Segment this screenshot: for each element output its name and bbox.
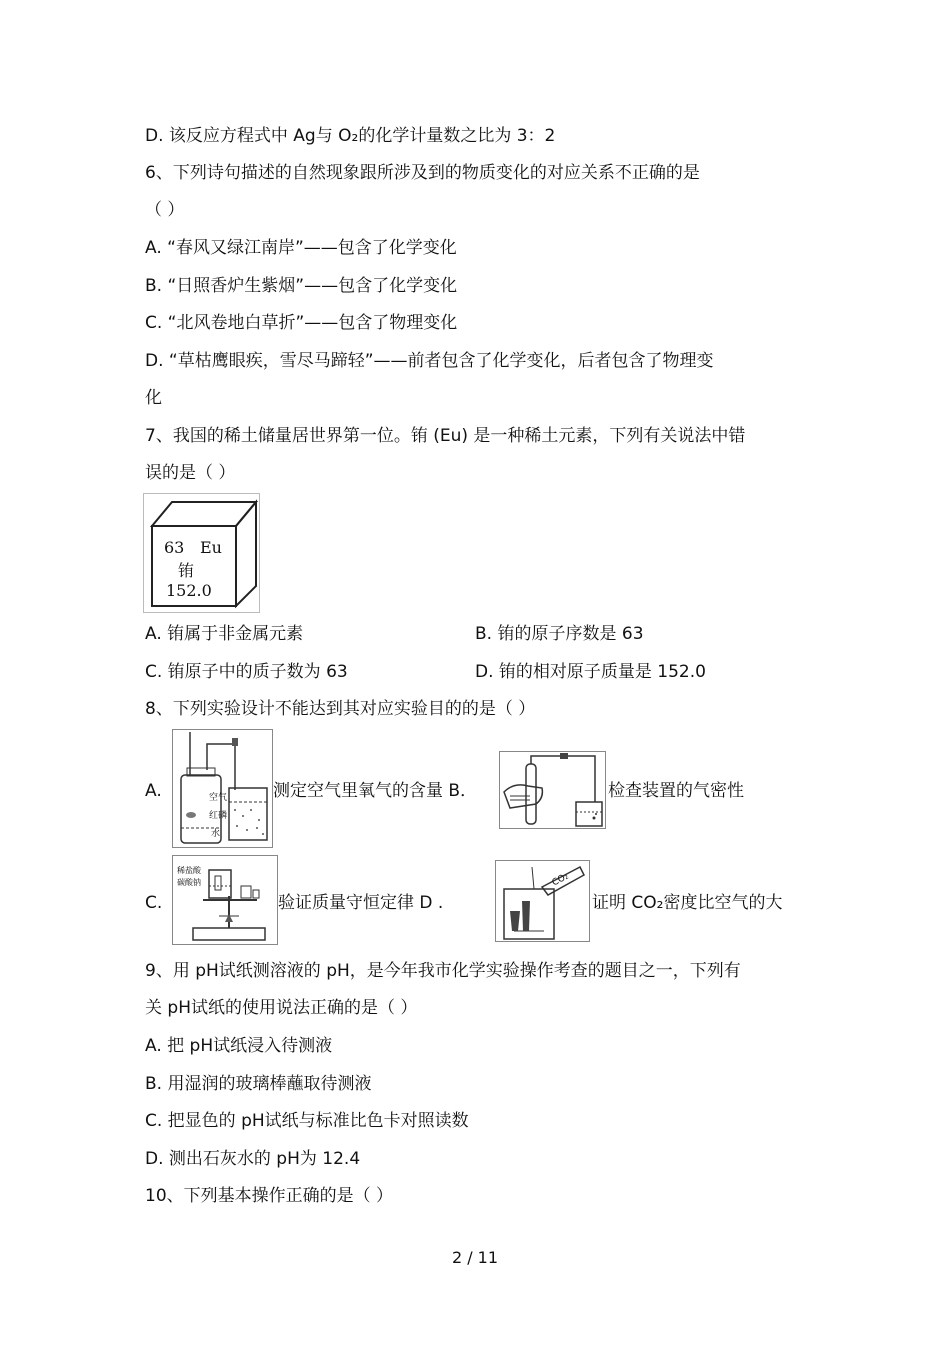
q8-option-a-text: 测定空气里氧气的含量 B． [273,781,478,801]
q8-option-d-text: 证明 CO₂密度比空气的大 [592,893,783,913]
q6-paren: （ ） [145,200,185,220]
q6-option-d: D. “草枯鹰眼疾，雪尽马蹄轻”——前者包含了化学变化，后者包含了物理变 [145,351,714,371]
label-red-phosphorus: 红磷 [209,811,228,821]
q6-option-b: B. “日照香炉生紫烟”——包含了化学变化 [145,276,458,296]
q6-option-c: C. “北风卷地白草折”——包含了物理变化 [145,313,458,333]
q6-stem: 6、下列诗句描述的自然现象跟所涉及到的物质变化的对应关系不正确的是 [145,163,700,183]
element-name: 铕 [178,561,195,580]
q8-stem: 8、下列实验设计不能达到其对应实验目的的是（ ） [145,699,536,719]
label-air: 空气 [209,793,228,803]
q8-option-b-text: 检查装置的气密性 [608,781,744,801]
element-mass: 152.0 [166,581,212,600]
page-number: 2 / 11 [451,1248,499,1267]
label-reagent-carbonate: 碳酸钠 [177,878,201,887]
mass-conservation-balance [172,855,278,945]
label-water: 水 [211,829,221,839]
q6-option-d-cont: 化 [145,388,162,408]
co2-density-apparatus [495,860,590,942]
q9-option-c: C. 把显色的 pH试纸与标准比色卡对照读数 [145,1111,469,1131]
label-reagent-acid: 稀盐酸 [177,866,201,875]
q6-option-a: A. “春风又绿江南岸”——包含了化学变化 [145,238,457,258]
airtightness-apparatus [499,751,606,829]
q8-option-c-text: 验证质量守恒定律 D . [278,893,444,913]
q9-stem: 9、用 pH试纸测溶液的 pH，是今年我市化学实验操作考查的题目之一，下列有 [145,961,741,981]
element-symbol: Eu [200,538,222,557]
europium-element-card [143,493,260,613]
q9-option-d: D. 测出石灰水的 pH为 12.4 [145,1149,361,1169]
q7-option-b: B. 铕的原子序数是 63 [475,624,644,644]
q7-option-c: C. 铕原子中的质子数为 63 [145,662,348,682]
q8-option-c-label: C. [145,893,163,913]
q8-option-a-label: A. [145,781,162,801]
element-number: 63 [164,538,185,557]
q5-option-d: D. 该反应方程式中 Ag与 O₂的化学计量数之比为 3：2 [145,126,556,146]
q7-stem: 7、我国的稀土储量居世界第一位。铕 (Eu) 是一种稀土元素，下列有关说法中错 [145,426,746,446]
q9-option-a: A. 把 pH试纸浸入待测液 [145,1036,333,1056]
oxygen-content-apparatus [172,729,273,848]
q9-stem-cont: 关 pH试纸的使用说法正确的是（ ） [145,998,418,1018]
q7-stem-cont: 误的是（ ） [145,463,236,483]
q7-option-d: D. 铕的相对原子质量是 152.0 [475,662,706,682]
q7-option-a: A. 铕属于非金属元素 [145,624,304,644]
q10-stem: 10、下列基本操作正确的是（ ） [145,1186,394,1206]
q9-option-b: B. 用湿润的玻璃棒蘸取待测液 [145,1074,372,1094]
label-co2: CO₂ [550,871,571,889]
